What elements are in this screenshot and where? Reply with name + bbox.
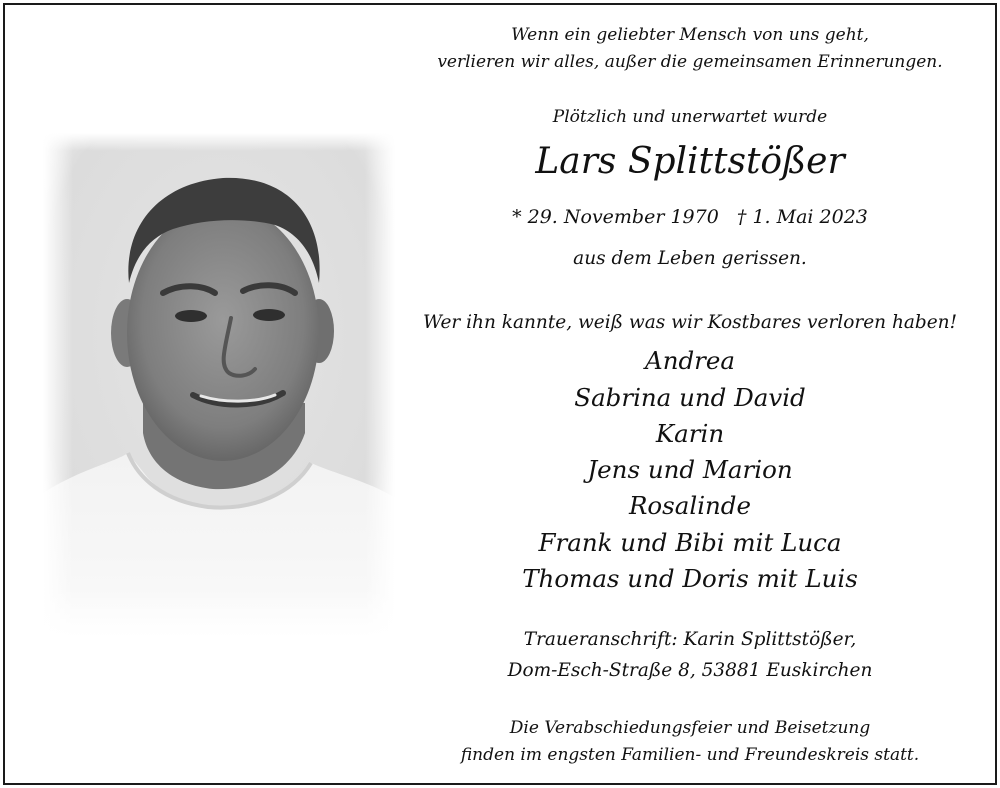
obituary-card [3, 3, 997, 785]
outro-text: aus dem Leben gerissen. [573, 248, 807, 269]
ceremony-line-1: Die Verabschiedungsfeier und Beisetzung [509, 718, 871, 738]
mourner-1: Andrea [645, 346, 735, 375]
life-dates: * 29. November 1970 † 1. Mai 2023 [512, 206, 868, 228]
mourner-2: Sabrina und David [574, 383, 806, 412]
portrait-photo [43, 133, 395, 638]
ceremony-line-2: finden im engsten Familien- und Freundeskreis statt. [460, 745, 920, 765]
mourner-4: Jens und Marion [587, 455, 793, 484]
mourner-7: Thomas und Doris mit Luis [522, 564, 858, 593]
tribute-text: Wer ihn kannte, weiß was wir Kostbares verloren haben! [422, 312, 958, 333]
motto-line-2: verlieren wir alles, außer die gemeinsamen Erinnerungen. [437, 52, 943, 72]
intro-text: Plötzlich und unerwartet wurde [552, 107, 828, 127]
portrait-illustration [43, 133, 395, 638]
mourner-3: Karin [655, 419, 725, 448]
mourner-6: Frank und Bibi mit Luca [538, 528, 842, 557]
motto-line-1: Wenn ein geliebter Mensch von uns geht, [511, 25, 869, 45]
deceased-name: Lars Splittstößer [535, 141, 845, 182]
address-line-2: Dom-Esch-Straße 8, 53881 Euskirchen [507, 660, 873, 681]
mourner-5: Rosalinde [628, 491, 751, 520]
address-line-1: Traueranschrift: Karin Splittstößer, [523, 629, 857, 650]
